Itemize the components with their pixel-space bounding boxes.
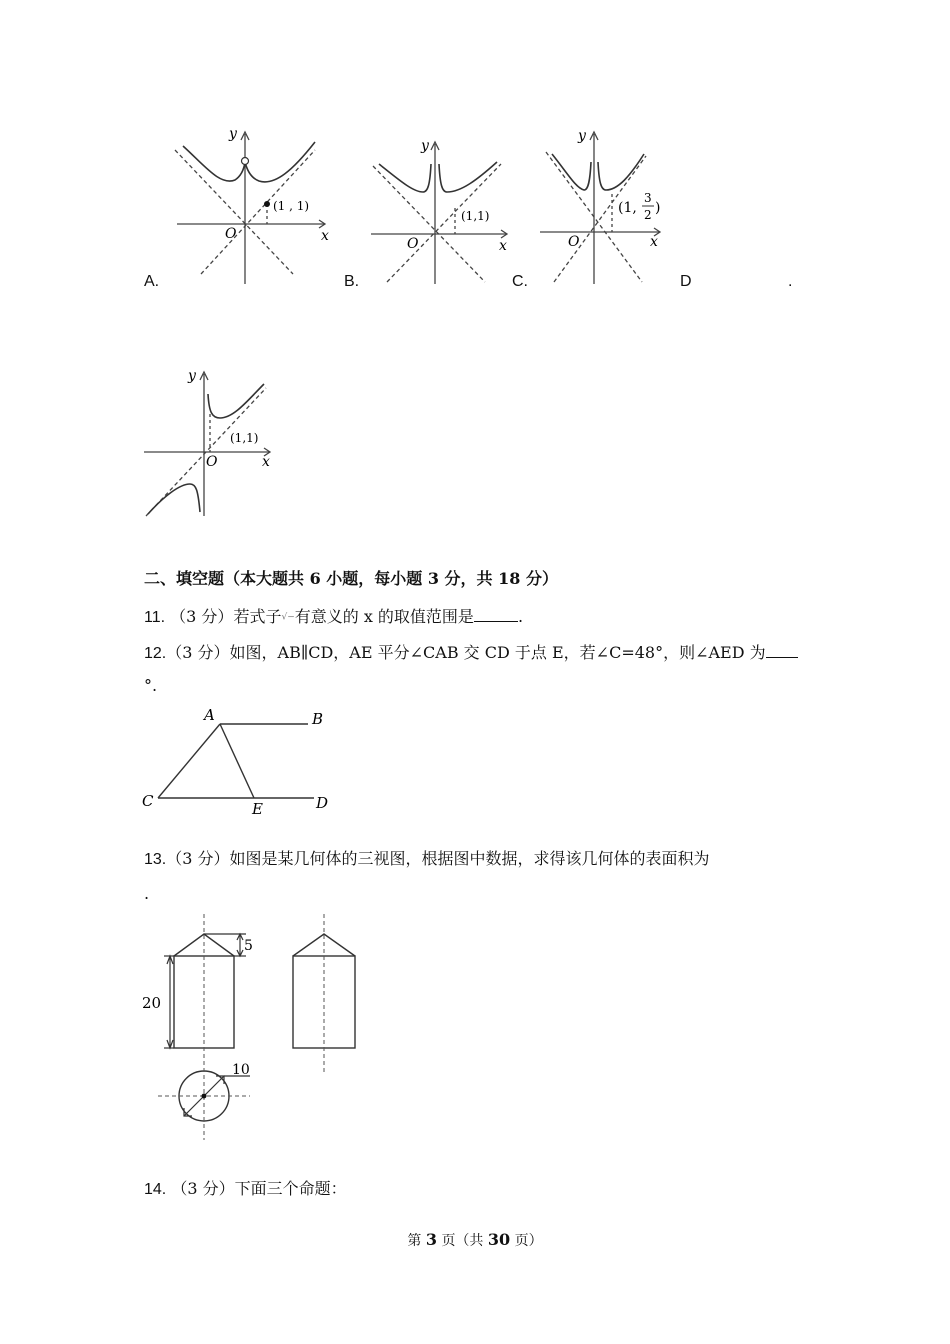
q12-degree: °.	[144, 676, 158, 695]
point-label-right: )	[655, 200, 661, 216]
q11-fraction-hint: √−	[281, 612, 295, 623]
section-title: 二、填空题（本大题共 6 小题，每小题 3 分，共 18 分）	[144, 569, 558, 588]
q12-answer-blank[interactable]	[766, 643, 798, 658]
curve-left	[552, 154, 591, 190]
q11-end: .	[517, 607, 524, 626]
q13-number: 13.	[144, 851, 167, 868]
curve-right	[439, 162, 497, 192]
point-label-numerator: 3	[644, 191, 652, 205]
q12-score: （3 分）	[166, 643, 230, 662]
q13-end: .	[144, 884, 150, 903]
segment-ac	[158, 724, 220, 798]
origin-label: O	[225, 226, 237, 242]
curve-right	[598, 154, 644, 190]
dim-roof-label: 5	[244, 938, 253, 954]
segment-ae	[220, 724, 254, 798]
point-label-denominator: 2	[644, 208, 652, 222]
dim-height-label: 20	[142, 994, 162, 1012]
graph-option-a	[165, 124, 335, 284]
x-label: x	[262, 454, 270, 470]
option-c-label: C.	[512, 273, 528, 290]
q11-answer-blank[interactable]	[474, 607, 518, 622]
footer-pre: 第	[407, 1233, 422, 1249]
y-label: y	[421, 138, 429, 154]
open-point	[242, 158, 249, 165]
origin-label: O	[407, 236, 419, 252]
footer-total-pages: 30	[487, 1230, 511, 1249]
curve-left	[183, 146, 245, 181]
label-a: A	[204, 706, 215, 724]
asymptote-up	[387, 164, 501, 282]
y-label: y	[188, 368, 196, 384]
label-d: D	[316, 794, 329, 812]
curve-left	[379, 164, 431, 192]
q14-text: 下面三个命题：	[234, 1179, 347, 1198]
footer-mid: 页（共	[441, 1233, 484, 1249]
question-13	[144, 846, 710, 869]
curve-right	[245, 142, 315, 182]
q14-score: （3 分）	[171, 1179, 235, 1198]
top-view-center	[202, 1094, 207, 1099]
q12-number: 12.	[144, 645, 167, 662]
y-label: y	[229, 126, 237, 142]
q11-score: （3 分）	[170, 607, 234, 626]
label-c: C	[142, 792, 154, 810]
q11-text-before: 若式子	[233, 607, 282, 626]
origin-label: O	[568, 234, 580, 250]
question-11	[144, 604, 523, 627]
question-12	[144, 640, 798, 663]
point-label: (1,1)	[461, 209, 490, 223]
q11-text-after: 有意义的 x 的取值范围是	[294, 607, 474, 626]
label-e: E	[252, 800, 263, 818]
origin-label: O	[206, 454, 218, 470]
y-label: y	[578, 128, 586, 144]
x-label: x	[499, 238, 507, 254]
graph-option-c	[538, 126, 668, 286]
x-label: x	[650, 234, 658, 250]
q14-number: 14.	[144, 1181, 167, 1198]
option-a-label: A.	[144, 273, 160, 290]
graph-option-d	[140, 366, 280, 520]
page-footer	[0, 1230, 950, 1250]
option-b-label: B.	[344, 273, 360, 290]
graph-option-b	[365, 136, 515, 286]
q11-number: 11.	[144, 609, 166, 626]
q13-text: 如图是某几何体的三视图，根据图中数据，求得该几何体的表面积为	[229, 849, 710, 868]
point-label: (1 , 1)	[273, 199, 310, 213]
point-marker	[264, 201, 270, 207]
option-d-dot: .	[788, 273, 793, 290]
three-view-figure	[140, 908, 380, 1144]
point-label-left: (1,	[618, 200, 637, 216]
footer-post: 页）	[514, 1233, 543, 1249]
label-b: B	[312, 710, 324, 728]
q12-text: 如图，AB∥CD，AE 平分∠CAB 交 CD 于点 E，若∠C=48°，则∠AED 为	[229, 643, 766, 662]
point-label: (1,1)	[230, 431, 259, 445]
x-label: x	[321, 228, 329, 244]
option-d-label: D	[680, 273, 692, 290]
q13-score: （3 分）	[166, 849, 230, 868]
question-14	[144, 1176, 347, 1199]
curve-right	[208, 384, 264, 418]
triangle-figure	[138, 704, 338, 820]
curve-left	[148, 484, 200, 514]
dim-diameter-label: 10	[232, 1062, 250, 1078]
footer-page-number: 3	[425, 1230, 437, 1249]
